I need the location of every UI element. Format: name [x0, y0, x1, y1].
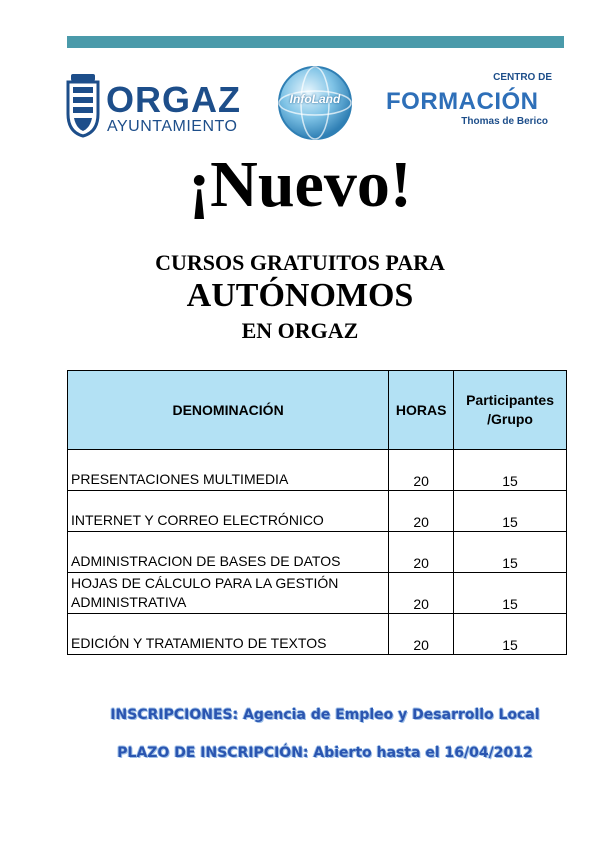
- course-participants: 15: [454, 450, 567, 491]
- title-line-2: AUTÓNOMOS: [186, 277, 414, 314]
- title-line-1: CURSOS GRATUITOS PARA: [155, 250, 445, 275]
- plazo-inscripcion-text: PLAZO DE INSCRIPCIÓN: Abierto hasta el 16/04/2012: [117, 745, 533, 761]
- table-row: [68, 491, 567, 532]
- title-line-3: EN ORGAZ: [241, 318, 359, 343]
- formacion-logo: [386, 72, 556, 130]
- header-participantes-line1: Participantes: [466, 392, 555, 408]
- orgaz-subtitle: AYUNTAMIENTO: [107, 118, 238, 135]
- infoland-name: InfoLand: [289, 92, 341, 106]
- course-name: INTERNET Y CORREO ELECTRÓNICO: [68, 491, 389, 532]
- course-participants: 15: [454, 491, 567, 532]
- header-denominacion: DENOMINACIÓN: [68, 371, 389, 450]
- course-hours: 20: [389, 614, 454, 655]
- formacion-top: CENTRO DE: [493, 72, 552, 83]
- coat-of-arms-icon: [64, 74, 102, 138]
- table-row: [68, 614, 567, 655]
- orgaz-logo: [64, 72, 254, 142]
- headline: ¡Nuevo!: [188, 148, 412, 221]
- table-row: [68, 573, 567, 614]
- course-name-line1: HOJAS DE CÁLCULO PARA LA GESTIÓN: [71, 575, 339, 591]
- table-row: [68, 450, 567, 491]
- infoland-logo: [276, 64, 354, 142]
- header-participantes: [454, 371, 567, 450]
- formacion-main: FORMACIÓN: [386, 88, 539, 115]
- course-name: ADMINISTRACION DE BASES DE DATOS: [68, 532, 389, 573]
- header-horas: HORAS: [389, 371, 454, 450]
- course-name-line2: ADMINISTRATIVA: [71, 594, 187, 610]
- course-name: PRESENTACIONES MULTIMEDIA: [68, 450, 389, 491]
- course-hours: 20: [389, 491, 454, 532]
- courses-table: [67, 370, 567, 655]
- course-hours: 20: [389, 532, 454, 573]
- orgaz-name: ORGAZ: [106, 79, 241, 120]
- formacion-sub: Thomas de Berico: [461, 116, 548, 127]
- inscripciones-text: INSCRIPCIONES: Agencia de Empleo y Desarrollo Local: [110, 707, 540, 723]
- course-hours: 20: [389, 450, 454, 491]
- top-accent-bar: [67, 36, 564, 48]
- course-participants: 15: [454, 573, 567, 614]
- table-row: [68, 532, 567, 573]
- course-participants: 15: [454, 532, 567, 573]
- course-name: EDICIÓN Y TRATAMIENTO DE TEXTOS: [68, 614, 389, 655]
- course-name: [68, 573, 389, 614]
- course-hours: 20: [389, 573, 454, 614]
- header-participantes-line2: /Grupo: [487, 411, 533, 427]
- table-header-row: [68, 371, 567, 450]
- course-participants: 15: [454, 614, 567, 655]
